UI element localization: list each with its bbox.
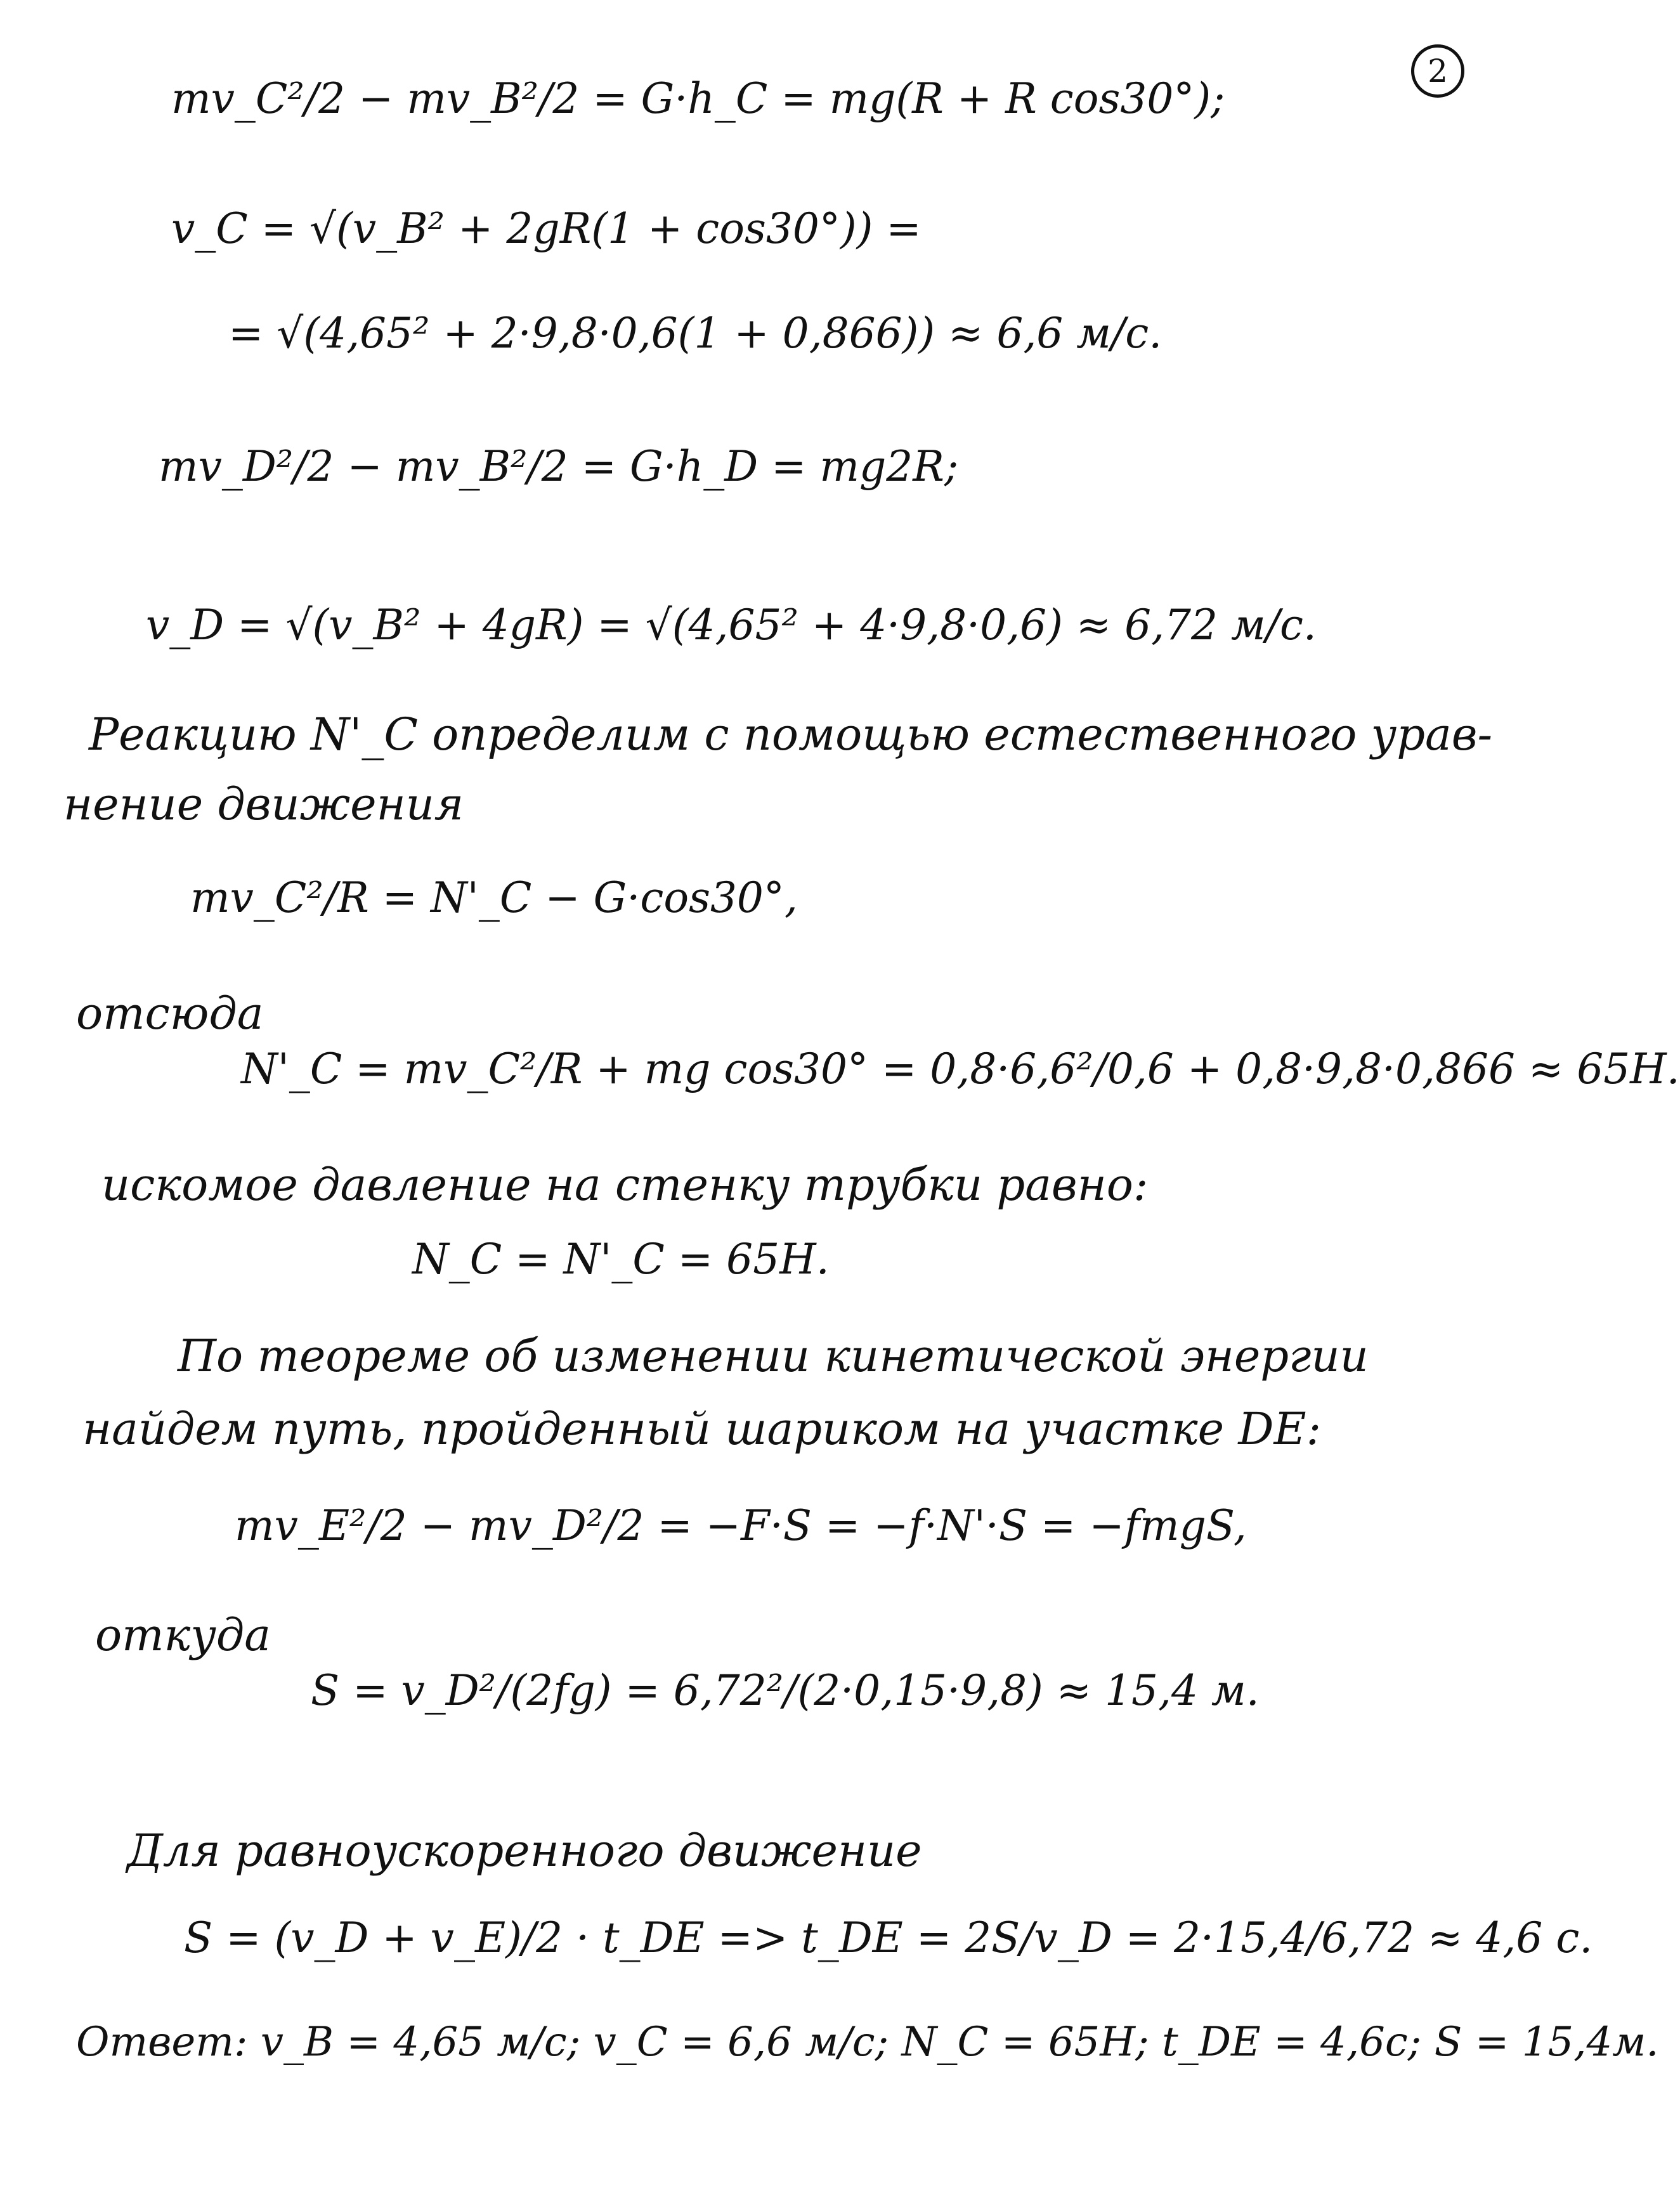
theorem-text-line-1: По теореме об изменении кинетической энергии xyxy=(178,1330,1369,1382)
time-value: S = (v_D + v_E)/2 · t_DE => t_DE = 2S/v_D = 2·15,4/6,72 ≈ 4,6 с. xyxy=(184,1913,1593,1962)
natural-equation: mv_C²/R = N'_C − G·cos30°, xyxy=(190,873,798,922)
energy-equation-c: mv_C²/2 − mv_B²/2 = G·h_C = mg(R + R cos30°); xyxy=(171,74,1225,123)
pressure-value: N_C = N'_C = 65Н. xyxy=(412,1235,830,1284)
velocity-d-formula: v_D = √(v_B² + 4gR) = √(4,65² + 4·9,8·0,6) ≈ 6,72 м/с. xyxy=(146,601,1317,649)
reaction-text-line-2: нение движения xyxy=(63,778,464,830)
distance-value: S = v_D²/(2fg) = 6,72²/(2·0,15·9,8) ≈ 15,4 м. xyxy=(311,1666,1260,1715)
hence-label-1: отсюда xyxy=(76,987,264,1040)
uniform-acceleration-text: Для равноускоренного движение xyxy=(127,1825,922,1877)
reaction-text-line-1: Реакцию N'_C определим с помощью естественного урав- xyxy=(89,708,1493,760)
kinetic-energy-equation: mv_E²/2 − mv_D²/2 = −F·S = −f·N'·S = −fmgS, xyxy=(235,1501,1247,1550)
pressure-text: искомое давление на стенку трубки равно: xyxy=(101,1159,1149,1211)
energy-equation-d: mv_D²/2 − mv_B²/2 = G·h_D = mg2R; xyxy=(159,442,959,491)
reaction-value: N'_C = mv_C²/R + mg cos30° = 0,8·6,6²/0,6 + 0,8·9,8·0,866 ≈ 65Н. xyxy=(241,1045,1680,1093)
velocity-c-formula: v_C = √(v_B² + 2gR(1 + cos30°)) = xyxy=(171,204,921,253)
answer-line: Ответ: v_B = 4,65 м/с; v_C = 6,6 м/с; N_C = 65Н; t_DE = 4,6с; S = 15,4м. xyxy=(76,2019,1659,2066)
velocity-c-value: = √(4,65² + 2·9,8·0,6(1 + 0,866)) ≈ 6,6 м/с. xyxy=(228,309,1162,358)
page-number: 2 xyxy=(1411,44,1464,98)
hence-label-2: откуда xyxy=(95,1609,271,1661)
theorem-text-line-2: найдем путь, пройденный шариком на участке DE: xyxy=(82,1403,1322,1455)
